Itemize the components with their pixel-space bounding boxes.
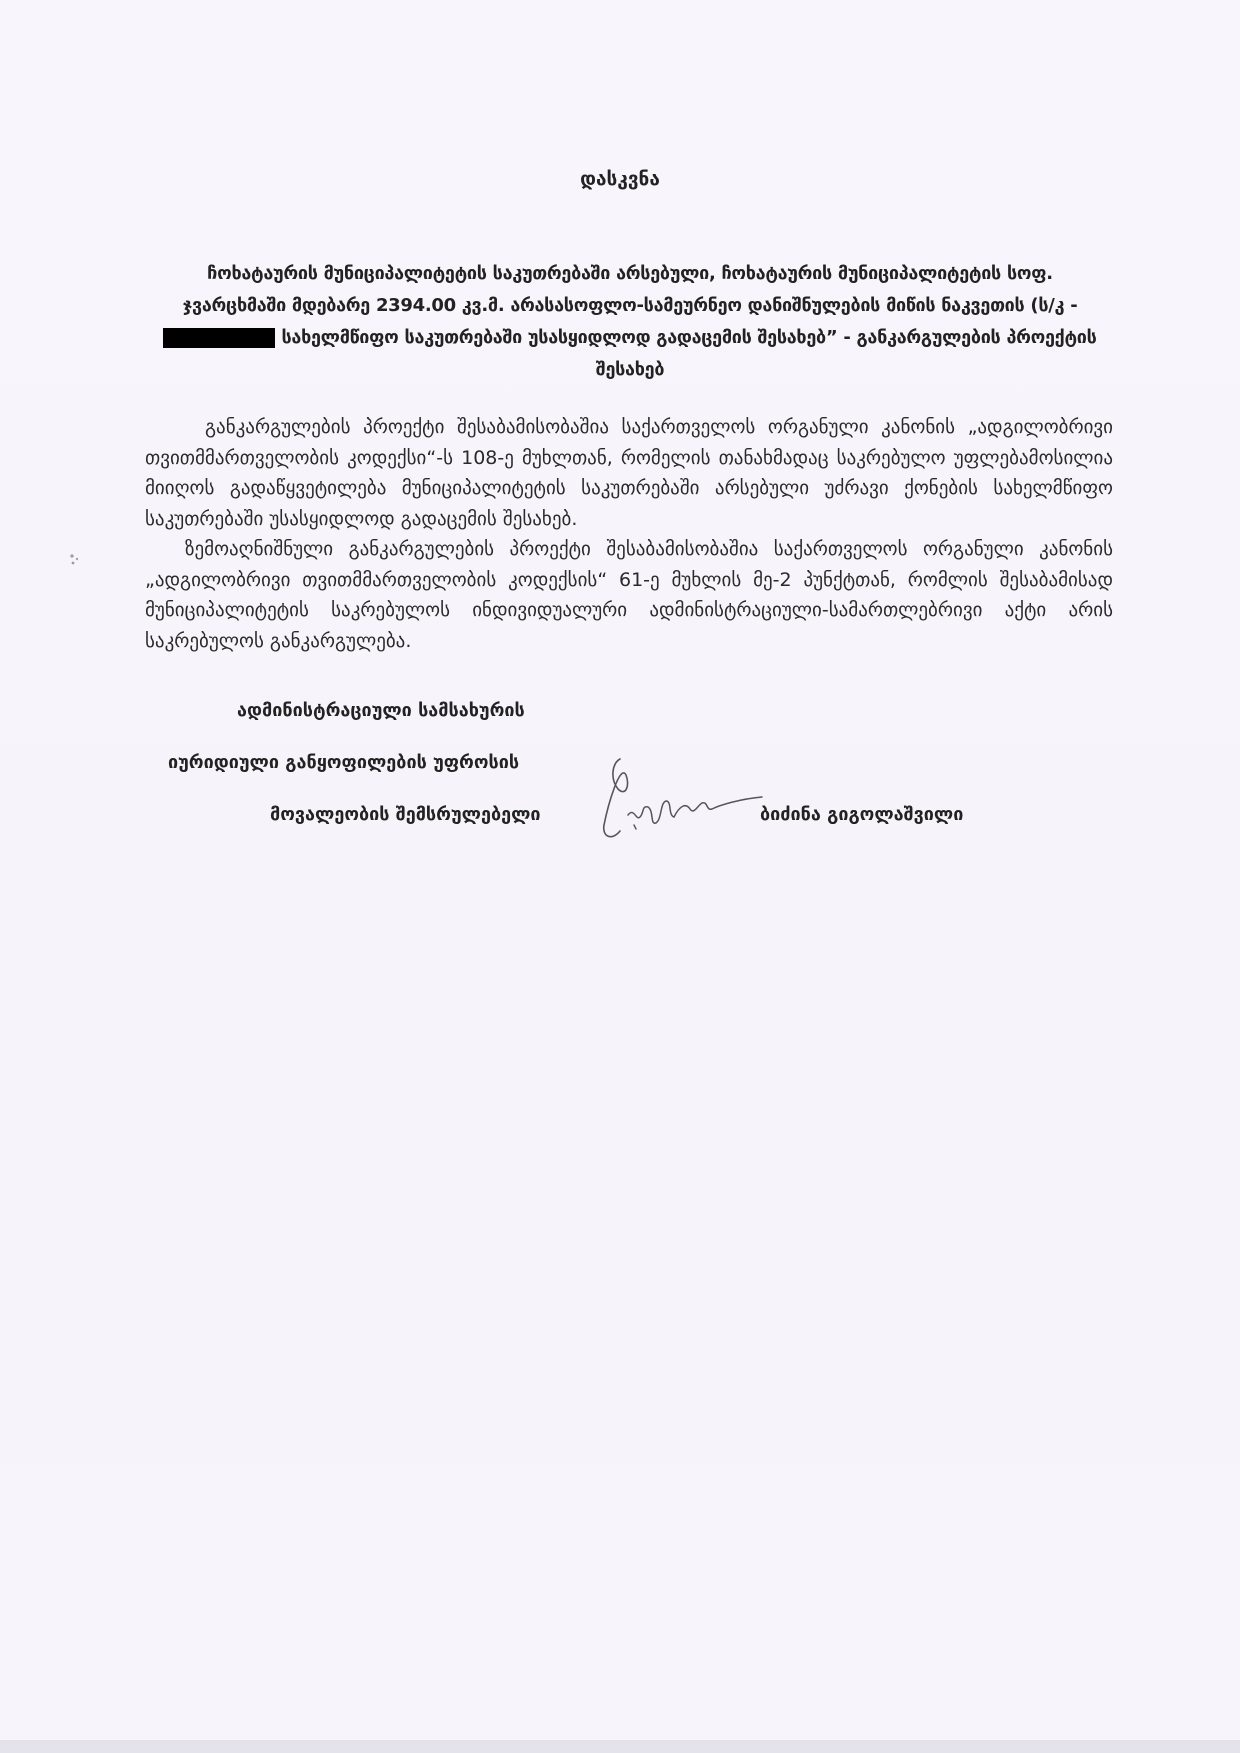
scan-speck-mark xyxy=(68,552,82,568)
signatory-position-line-3: მოვალეობის შემსრულებელი xyxy=(270,804,541,825)
signatory-position-line-2: იურიდიული განყოფილების უფროსის xyxy=(168,752,520,773)
body-paragraph-2: ზემოაღნიშნული განკარგულების პროექტი შესაბამისობაშია საქართველოს ორგანული კანონის „ადგილობრივი თვითმმართველობის კოდექსის“ 61-ე მუხლის მე-2 პუნქტთან, რომლის შესაბამისად მუნიციპალიტეტის საკრებულოს ინდივიდუალური ადმინისტრაციული-სამართლებრივი აქტი არის საკრებულოს განკარგულება. xyxy=(145,538,1113,652)
subject-line-3: სახელმწიფო საკუთრებაში უსასყიდლოდ გადაცემის შესახებ” - განკარგულების პროექტის xyxy=(281,327,1097,348)
document-title: დასკვნა xyxy=(580,168,660,190)
redaction-bar xyxy=(163,328,275,348)
signatory-position-line-1: ადმინისტრაციული სამსახურის xyxy=(237,700,525,721)
subject-line-1: ჩოხატაურის მუნიციპალიტეტის საკუთრებაში არსებული, ჩოხატაურის მუნიციპალიტეტის სოფ. xyxy=(207,263,1053,284)
document-body xyxy=(145,412,1113,656)
subject-line-2: ჯვარცხმაში მდებარე 2394.00 კვ.მ. არასასოფლო-სამეურნეო დანიშნულების მიწის ნაკვეთის (ს/კ - xyxy=(182,295,1078,316)
document-subject xyxy=(150,258,1110,386)
handwritten-signature xyxy=(590,745,770,855)
scan-bottom-edge xyxy=(0,1740,1240,1753)
signatory-name: ბიძინა გიგოლაშვილი xyxy=(760,804,964,825)
subject-line-4: შესახებ xyxy=(595,359,665,380)
subject-line-3-wrapper xyxy=(150,322,1110,354)
body-paragraph-1: განკარგულების პროექტი შესაბამისობაშია საქართველოს ორგანული კანონის „ადგილობრივი თვითმმართველობის კოდექსი“-ს 108-ე მუხლთან, რომელის თანახმადაც საკრებულო უფლებამოსილია მიიღოს გადაწყვეტილება მუნიციპალიტეტის საკუთრებაში არსებული უძრავი ქონების სახელმწიფო საკუთრებაში უსასყიდლოდ გადაცემის შესახებ. xyxy=(145,416,1113,530)
